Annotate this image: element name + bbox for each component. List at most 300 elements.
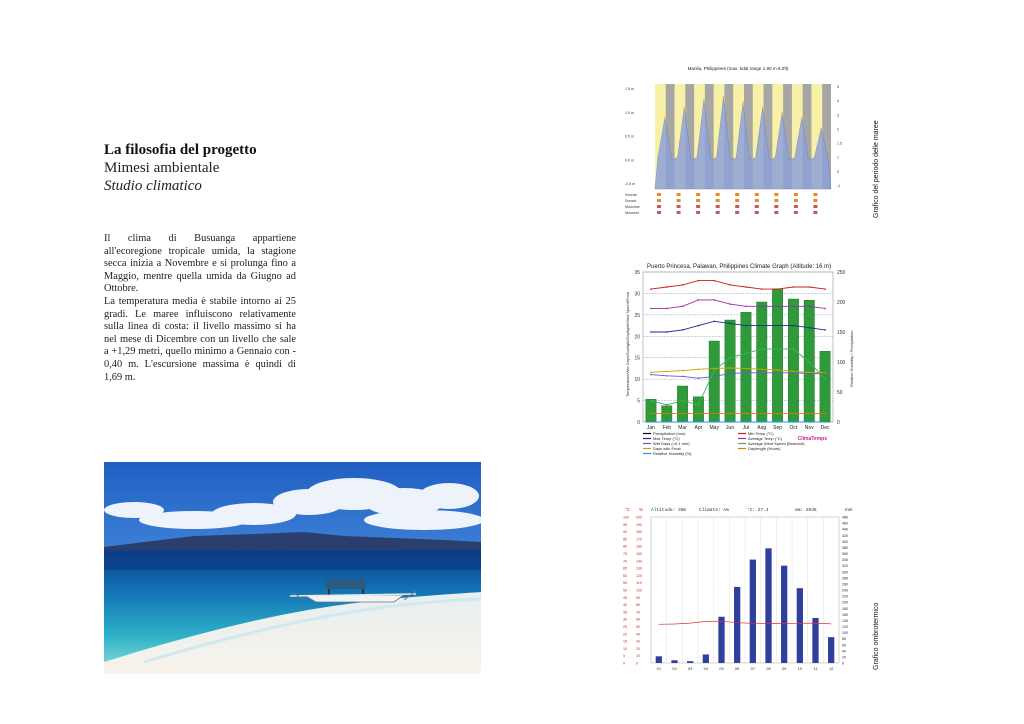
tide-row-marker <box>755 199 759 202</box>
climate-brand: ClimaTemps <box>797 436 827 442</box>
ombro-precip-bar <box>797 588 803 663</box>
climate-series-point <box>745 413 747 415</box>
ombro-left-tick-c: 60 <box>623 573 627 578</box>
ombro-left-tick-c: 80 <box>623 544 627 549</box>
ombro-right-tick: 20 <box>842 655 846 660</box>
ombro-left-tick-c: 75 <box>623 552 627 556</box>
ombro-unit-pct: % <box>639 507 644 512</box>
climate-series-point <box>793 305 795 307</box>
climate-x-tick: Oct <box>789 425 798 431</box>
climate-series-point <box>745 305 747 307</box>
tide-row-marker <box>677 211 681 214</box>
tide-chart <box>621 64 855 222</box>
precip-bar <box>677 386 687 422</box>
tide-row-marker <box>657 211 661 214</box>
tide-row-marker <box>677 205 681 208</box>
heading-block <box>104 141 344 195</box>
climate-series-point <box>729 323 731 325</box>
climate-series-point <box>650 421 652 423</box>
climate-legend-label: Relative Humidity (%) <box>653 451 692 456</box>
tide-left-tick: 1.5 m <box>625 87 634 91</box>
climate-series-point <box>650 288 652 290</box>
ombro-left-tick-pct: 140 <box>636 559 642 564</box>
ombro-right-tick: 0 <box>842 661 844 666</box>
climate-series-point <box>745 368 747 370</box>
tide-high-point <box>703 99 705 101</box>
climate-series-point <box>650 371 652 373</box>
climate-series-point <box>713 376 715 378</box>
precip-bar <box>709 341 719 422</box>
climate-series-point <box>682 370 684 372</box>
climate-series-point <box>761 421 763 423</box>
ombro-left-tick-pct: 60 <box>636 617 640 622</box>
ombro-right-tick: 460 <box>842 521 848 526</box>
ombro-right-tick: 60 <box>842 643 846 648</box>
ombro-left-tick-c: 35 <box>623 610 627 615</box>
climate-series-point <box>713 320 715 322</box>
tide-left-tick: 0.5 m <box>625 134 634 139</box>
ombro-precip-bar <box>750 560 756 663</box>
precip-bar <box>804 300 814 422</box>
climate-series-point <box>761 325 763 327</box>
climate-series-point <box>698 325 700 327</box>
climate-series-point <box>824 372 826 374</box>
climate-left-tick: 15 <box>634 355 640 362</box>
ombro-x-tick: 06 <box>734 666 740 671</box>
climate-series-point <box>682 305 684 307</box>
climate-series-point <box>824 308 826 310</box>
tide-row-marker <box>735 211 739 214</box>
climate-series-point <box>650 413 652 415</box>
climate-series-point <box>793 413 795 415</box>
tide-row-marker <box>794 205 798 208</box>
climate-x-tick: Mar <box>678 425 687 431</box>
precip-bar <box>820 351 830 422</box>
climate-series-point <box>682 400 684 402</box>
climate-series-point <box>793 348 795 350</box>
climate-series-point <box>793 421 795 423</box>
ombro-left-tick-c: 55 <box>623 581 627 586</box>
ombro-left-tick-pct: 90 <box>636 595 640 600</box>
climate-chart <box>621 262 857 456</box>
tide-left-tick: 1.0 m <box>625 110 634 115</box>
climate-title: Puerto Princesa, Palawan, Philippines Climate Graph (Altitude: 16 m) <box>647 264 832 270</box>
ombro-header: Climate: Am <box>699 508 729 513</box>
ombro-left-tick-pct: 100 <box>636 588 642 593</box>
tide-high-point <box>801 117 803 119</box>
ombro-left-tick-c: 70 <box>623 559 627 564</box>
tide-row-marker <box>774 211 778 214</box>
climate-series-point <box>808 286 810 288</box>
ombro-left-tick-c: 50 <box>623 588 627 593</box>
tide-high-point <box>683 107 685 109</box>
climate-right-tick: 200 <box>837 300 846 306</box>
tide-title: Manila, Philippines (max. tidal range 1.90 m 6.2ft) <box>687 66 789 71</box>
ombro-precip-bar <box>718 617 724 663</box>
climate-series-point <box>777 413 779 415</box>
ombro-right-tick: 400 <box>842 539 848 544</box>
climate-series-point <box>793 371 795 373</box>
ombro-precip-bar <box>812 618 818 663</box>
ombro-right-tick: 220 <box>842 594 848 599</box>
tide-row-marker <box>716 199 720 202</box>
climate-series-point <box>824 378 826 380</box>
ombro-left-tick-c: 90 <box>623 530 627 535</box>
tide-row-marker <box>735 193 739 196</box>
tide-row-marker <box>696 193 700 196</box>
ombro-left-tick-pct: 70 <box>636 610 640 615</box>
climate-right-tick: 0 <box>837 420 840 426</box>
climate-left-tick: 0 <box>637 420 640 426</box>
climate-series-point <box>745 325 747 327</box>
ombro-right-tick: 340 <box>842 558 848 563</box>
climate-series-point <box>666 404 668 406</box>
ombro-left-tick-pct: 30 <box>636 639 640 644</box>
climate-series-point <box>698 413 700 415</box>
climate-left-tick: 20 <box>634 334 640 341</box>
climate-series-point <box>745 421 747 423</box>
climate-series-point <box>729 413 731 415</box>
climate-series-point <box>808 371 810 373</box>
climate-series-point <box>808 421 810 423</box>
ombro-x-tick: 07 <box>750 666 756 671</box>
climate-series-point <box>824 413 826 415</box>
ombro-left-tick-c: 100 <box>623 515 629 520</box>
climate-series-point <box>777 372 779 374</box>
climate-legend-label: Days with Frost <box>653 446 681 451</box>
tide-row-marker <box>696 205 700 208</box>
precip-bar <box>757 302 767 422</box>
climate-series-point <box>682 421 684 423</box>
climate-x-tick: Apr <box>694 425 703 431</box>
tide-row-marker <box>813 193 817 196</box>
section-title: Studio climatico <box>104 178 202 194</box>
ombro-left-tick-c: 65 <box>623 566 627 571</box>
ombro-header: Altitude: 30m <box>651 508 687 513</box>
tide-row-marker <box>657 199 661 202</box>
climate-series-point <box>729 303 731 305</box>
ombro-right-tick: 240 <box>842 588 848 593</box>
ombro-left-tick-pct: 120 <box>636 573 642 578</box>
paragraph-1: Il clima di Busuanga appartiene all'ecoregione tropicale umida, la stagione secca inizia a Novembre e si prolunga fino a Maggio, mentre quella umida da Giugno ad Ottobre. <box>104 233 296 295</box>
climate-x-tick: Dec <box>820 425 830 431</box>
tide-row-marker <box>735 199 739 202</box>
tide-row-marker <box>657 193 661 196</box>
climate-x-tick: Aug <box>757 425 767 431</box>
climate-series-point <box>650 400 652 402</box>
tide-right-tick: 0 <box>837 169 839 174</box>
climate-ylabel-right: Relative Humidity / Precipitation <box>849 330 854 387</box>
climate-series-point <box>761 305 763 307</box>
climate-series-point <box>713 280 715 282</box>
precip-bar <box>693 397 703 422</box>
ombro-left-tick-c: 25 <box>623 625 627 629</box>
tide-row-marker <box>696 211 700 214</box>
tide-chart-caption: Grafico del periodo delle maree <box>873 120 880 218</box>
tide-row-marker <box>716 205 720 208</box>
ombro-left-tick-pct: 180 <box>636 530 642 535</box>
ombro-right-tick: 200 <box>842 600 848 605</box>
tide-high-point <box>820 128 822 130</box>
climate-series-point <box>761 372 763 374</box>
climate-legend-label: Max Temp (°C) <box>653 436 680 441</box>
tide-right-tick: 3 <box>837 113 839 118</box>
climate-series-point <box>808 413 810 415</box>
climate-series-point <box>793 325 795 327</box>
precip-bar <box>788 299 798 422</box>
climate-left-tick: 5 <box>637 398 640 405</box>
climate-series-point <box>713 421 715 423</box>
ombro-precip-bar <box>671 660 677 663</box>
climate-series-point <box>713 370 715 372</box>
ombro-right-tick: 440 <box>842 527 848 532</box>
climate-series-point <box>745 353 747 355</box>
climate-series-point <box>761 348 763 350</box>
tide-row-marker <box>677 199 681 202</box>
climate-series-point <box>777 348 779 350</box>
climate-x-tick: Sep <box>773 425 783 431</box>
paragraph-2: La temperatura media è stabile intorno ai 25 gradi. Le maree influiscono relativamente sulla linea di costa: il livello massimo si ha nel mese di Dicembre con un livello che sale a +1,29 metri, quello minimo a Gennaio con - 0,40 m. L'escursione massima è quindi di 1,69 m. <box>104 295 296 383</box>
climate-series-point <box>698 421 700 423</box>
climate-ylabel-left: Temperature/Wet Days/Sunlight/Daylight/Wind Speed/Frost <box>625 291 630 397</box>
climate-series-point <box>713 299 715 301</box>
ombro-header: mm: 2036 <box>795 508 817 513</box>
tide-row-marker <box>716 193 720 196</box>
page-subtitle: Mimesi ambientale <box>104 160 220 176</box>
tide-row-label: Moonrise <box>625 205 640 209</box>
ombro-right-tick: 80 <box>842 637 846 642</box>
precip-bar <box>646 399 656 422</box>
tide-left-tick: -0.5 m <box>625 182 636 186</box>
ombro-right-tick: 260 <box>842 582 848 587</box>
ombro-right-tick: 420 <box>842 533 848 538</box>
ombro-right-tick: 180 <box>842 606 848 611</box>
climate-x-tick: Jan <box>646 425 655 431</box>
tide-row-marker <box>813 205 817 208</box>
ombro-right-tick: 300 <box>842 570 848 575</box>
tide-row-marker <box>677 193 681 196</box>
ombro-left-tick-pct: 160 <box>636 544 642 549</box>
ombro-left-tick-c: 15 <box>623 639 627 644</box>
tide-high-point <box>762 107 764 109</box>
climate-series-point <box>666 371 668 373</box>
ombro-precip-bar <box>828 637 834 663</box>
climate-series-point <box>666 286 668 288</box>
climate-legend-label: Precipitation (mm) <box>653 431 686 436</box>
ombro-precip-bar <box>687 661 693 663</box>
climate-series-point <box>666 413 668 415</box>
ombro-right-tick: 120 <box>842 625 848 629</box>
climate-left-tick: 25 <box>634 312 640 319</box>
tide-row-marker <box>755 205 759 208</box>
tide-right-tick: 1.5 <box>837 141 842 146</box>
tide-row-marker <box>716 211 720 214</box>
beach-photo <box>104 462 481 674</box>
tide-high-point <box>723 96 725 98</box>
ombro-precip-bar <box>734 587 740 663</box>
tide-row-label: Sunrise <box>625 193 638 197</box>
ombro-left-tick-c: 45 <box>623 595 627 600</box>
ombro-right-tick: 40 <box>842 649 846 654</box>
ombro-left-tick-c: 5 <box>623 654 625 659</box>
climate-series-point <box>745 286 747 288</box>
climate-series-point <box>777 288 779 290</box>
ombro-x-tick: 08 <box>766 666 771 671</box>
climate-series-point <box>793 372 795 374</box>
climate-series-point <box>698 377 700 379</box>
tide-row-marker <box>755 193 759 196</box>
tide-row-marker <box>774 205 778 208</box>
tide-row-marker <box>813 211 817 214</box>
ombro-x-tick: 04 <box>703 666 709 671</box>
tide-row-marker <box>813 199 817 202</box>
tide-row-marker <box>794 199 798 202</box>
climate-series-point <box>666 308 668 310</box>
climate-series-point <box>808 327 810 329</box>
ombro-left-tick-c: 30 <box>623 617 627 622</box>
climate-series-point <box>824 288 826 290</box>
ombro-x-tick: 10 <box>797 666 803 671</box>
tide-row-marker <box>696 199 700 202</box>
ombro-x-tick: 01 <box>656 666 662 671</box>
ombro-left-tick-pct: 0 <box>636 661 638 666</box>
climate-right-tick: 50 <box>837 390 843 396</box>
tide-high-point <box>742 101 744 103</box>
ombro-left-tick-pct: 130 <box>636 566 642 571</box>
ombro-right-tick: 140 <box>842 618 848 623</box>
climate-left-tick: 30 <box>634 291 640 298</box>
tide-row-marker <box>794 211 798 214</box>
climate-series-point <box>824 329 826 331</box>
ombro-left-tick-pct: 80 <box>636 603 640 608</box>
climate-x-tick: Jul <box>742 425 750 431</box>
ombro-x-tick: 05 <box>719 666 724 671</box>
climate-series-point <box>729 373 731 375</box>
climate-series-point <box>713 368 715 370</box>
climate-left-tick: 35 <box>634 270 640 276</box>
ombro-left-tick-c: 20 <box>623 632 627 637</box>
precip-bar <box>741 312 751 422</box>
climate-series-point <box>682 329 684 331</box>
tide-row-label: Moonset <box>625 211 639 215</box>
climate-legend-label: Min Temp (°C) <box>748 431 774 436</box>
climate-x-tick: Jun <box>726 425 735 431</box>
ombro-left-tick-c: 10 <box>623 646 627 651</box>
ombro-left-tick-pct: 190 <box>636 522 642 527</box>
tide-row-marker <box>774 193 778 196</box>
climate-series-point <box>698 280 700 282</box>
ombro-x-tick: 12 <box>828 666 834 671</box>
ombro-right-tick: 480 <box>842 515 848 520</box>
tide-row-marker <box>794 193 798 196</box>
climate-legend-label: Average Wind Speed (Beaufort) <box>748 441 805 446</box>
climate-series-point <box>808 361 810 363</box>
climate-series-point <box>666 331 668 333</box>
ombro-left-tick-pct: 200 <box>636 515 642 520</box>
climate-legend-label: Average Temp (°C) <box>748 436 782 441</box>
ombro-x-tick: 11 <box>813 666 818 671</box>
ombro-precip-bar <box>781 566 787 663</box>
ombro-right-tick: 280 <box>842 576 848 581</box>
tide-right-tick: 4 <box>837 99 839 104</box>
ombro-chart-caption: Grafico ombrotermico <box>873 602 880 670</box>
climate-series-point <box>824 421 826 423</box>
ombro-right-tick: 320 <box>842 564 848 569</box>
climate-series-point <box>650 331 652 333</box>
precip-bar <box>772 289 782 422</box>
climate-series-point <box>729 357 731 359</box>
ombro-precip-bar <box>765 548 771 663</box>
ombro-chart <box>621 503 857 675</box>
tide-left-tick: 0.0 m <box>625 158 634 163</box>
ombro-right-tick: 360 <box>842 552 848 556</box>
tide-right-tick: 5 <box>837 85 839 89</box>
page-title: La filosofia del progetto <box>104 142 257 158</box>
ombro-left-tick-pct: 40 <box>636 632 640 637</box>
ombro-left-tick-c: 0 <box>623 661 625 666</box>
ombro-x-tick: 02 <box>672 666 677 671</box>
climate-legend-label: Wet Days (>0.1 mm) <box>653 441 690 446</box>
climate-chart-svg <box>621 262 857 456</box>
ombro-precip-bar <box>656 656 662 663</box>
ombro-chart-svg <box>621 503 857 675</box>
climate-right-tick: 150 <box>837 330 846 336</box>
tide-row-marker <box>755 211 759 214</box>
body-text <box>104 233 296 384</box>
climate-series-point <box>666 375 668 377</box>
climate-series-point <box>777 369 779 371</box>
climate-series-point <box>698 368 700 370</box>
climate-series-point <box>650 308 652 310</box>
tide-right-tick: 2 <box>837 127 839 132</box>
ombro-x-tick: 03 <box>687 666 693 671</box>
climate-series-point <box>808 305 810 307</box>
climate-series-point <box>682 284 684 286</box>
climate-series-point <box>666 421 668 423</box>
precip-bar <box>725 320 735 422</box>
climate-series-point <box>729 421 731 423</box>
climate-series-point <box>761 288 763 290</box>
ombro-left-tick-c: 85 <box>623 537 627 542</box>
climate-series-point <box>650 374 652 376</box>
climate-series-point <box>777 421 779 423</box>
ombro-x-tick: 09 <box>781 666 787 671</box>
climate-series-point <box>729 367 731 369</box>
climate-right-tick: 250 <box>837 270 846 276</box>
climate-series-point <box>745 372 747 374</box>
ombro-left-tick-pct: 170 <box>636 537 642 542</box>
ombro-left-tick-pct: 110 <box>636 581 642 586</box>
tide-high-point <box>781 112 783 114</box>
climate-series-point <box>793 286 795 288</box>
climate-left-tick: 10 <box>634 377 640 384</box>
climate-series-point <box>698 299 700 301</box>
ombro-header: °C: 27.4 <box>747 508 769 513</box>
ombro-left-tick-c: 95 <box>623 522 627 527</box>
beach-photo-drawing <box>104 462 481 674</box>
climate-series-point <box>777 325 779 327</box>
ombro-right-tick: 380 <box>842 545 848 550</box>
climate-series-point <box>682 413 684 415</box>
tide-right-tick: 1 <box>837 155 839 160</box>
ombro-left-tick-pct: 10 <box>636 654 640 659</box>
ombro-left-tick-pct: 150 <box>636 552 642 556</box>
tide-high-point <box>664 117 666 119</box>
climate-series-point <box>729 284 731 286</box>
climate-series-point <box>777 305 779 307</box>
tide-row-label: Sunset <box>625 199 637 203</box>
tide-row-marker <box>774 199 778 202</box>
